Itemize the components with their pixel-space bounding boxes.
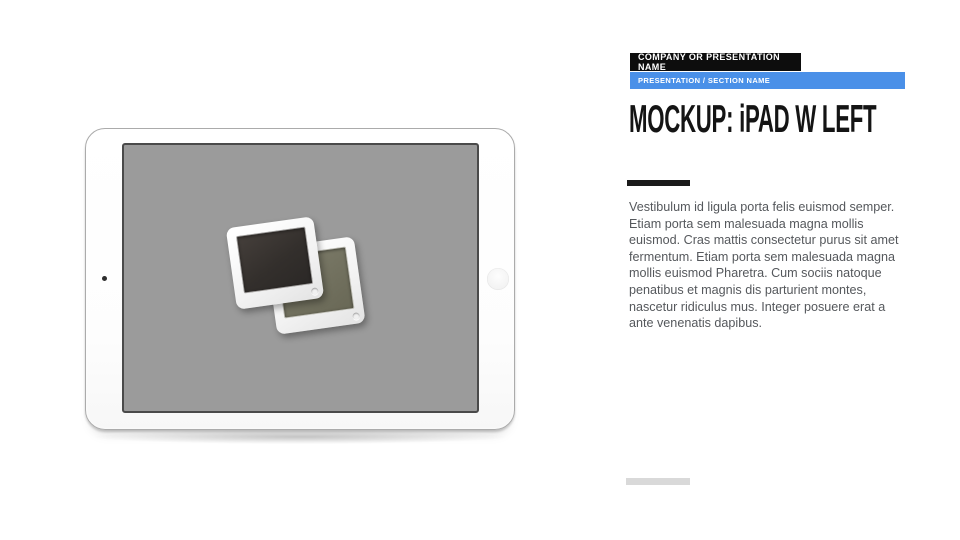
company-name-bar: [630, 53, 801, 71]
ipad-screen: [122, 143, 479, 413]
photo-slide-front: [226, 216, 325, 309]
ipad-mockup: [85, 128, 515, 430]
camera-icon: [102, 276, 107, 281]
ipad-floor-shadow: [95, 430, 505, 444]
body-paragraph: Vestibulum id ligula porta felis euismod semper. Etiam porta sem malesuada magna mollis euismod. Cras mattis consectetur purus sit amet fermentum. Etiam porta sem malesuada magna mollis euismod Pharetra. Cum sociis natoque penatibus et magnis dis parturient montes, nascetur ridiculus mus. Integer posuere erat a ante venenatis dapibus.: [629, 200, 899, 331]
footer-divider: [626, 478, 690, 485]
company-name-label: COMPANY OR PRESENTATION NAME: [638, 52, 781, 72]
title-underline-divider: [627, 180, 690, 186]
slide-hole-icon: [352, 312, 360, 320]
photo-slide-front-image: [236, 226, 313, 293]
home-button-icon: [487, 268, 509, 290]
page-title: MOCKUP: iPAD W LEFT: [629, 98, 877, 141]
slide-hole-icon: [311, 287, 319, 295]
section-name-bar: [630, 72, 905, 89]
section-name-label: PRESENTATION / SECTION NAME: [638, 76, 771, 85]
